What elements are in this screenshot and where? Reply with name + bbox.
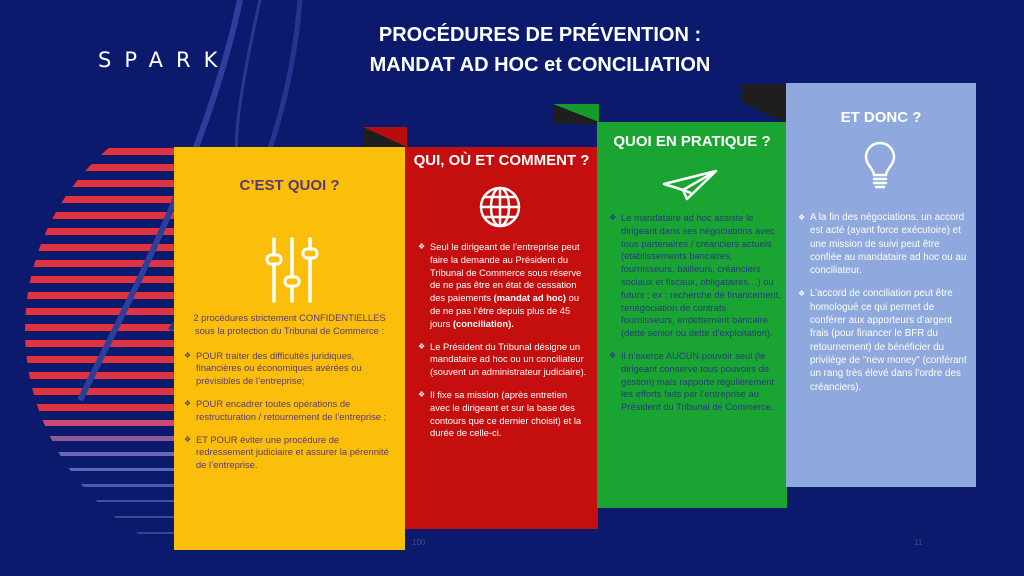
- lightbulb-icon: [862, 141, 898, 191]
- list-item: [184, 398, 395, 424]
- sliders-icon: [264, 235, 320, 305]
- list-item: [418, 241, 588, 331]
- title-line-1: PROCÉDURES DE PRÉVENTION :: [378, 24, 702, 46]
- title-line-2: MANDAT AD HOC et CONCILIATION: [369, 54, 711, 76]
- panel-what-is-it: [174, 147, 405, 550]
- bullet-text: POUR traiter des difficultés juridiques, financières ou économiques avérées ou prévisibles de l’entreprise;: [196, 349, 362, 387]
- blue-panel-fold: [741, 84, 788, 124]
- green-panel-fold: [553, 104, 599, 124]
- bullet-list: [798, 211, 968, 394]
- diamond-bullet-icon: ❖: [609, 350, 617, 360]
- list-item: [609, 212, 781, 340]
- panel-heading: QUI, OÙ ET COMMENT ?: [413, 152, 590, 169]
- diamond-bullet-icon: ❖: [609, 213, 617, 222]
- panel-who-where-how: [405, 147, 598, 529]
- bullet-text: Il fixe sa mission (après entretien avec le dirigeant et sur la base des contours que ce dernier choisit) et la durée de celle-ci.: [430, 388, 582, 439]
- bullet-text: Le Président du Tribunal désigne un mandataire ad hoc ou un conciliateur (souvent un administrateur judiciaire).: [430, 340, 587, 378]
- panel-intro: 2 procédures strictement CONFIDENTIELLES sous la protection du Tribunal de Commerce :: [193, 312, 386, 336]
- bullet-text: Seul le dirigeant de l’entreprise peut faire la demande au Président du Tribunal de Commerce sous réserve de ne pas être en état de cessation des paiements: [430, 241, 582, 304]
- page-number: 11: [914, 538, 923, 547]
- list-item: [798, 287, 968, 393]
- paper-plane-icon: [661, 168, 719, 202]
- bullet-text: Le mandataire ad hoc assiste le dirigeant dans ses négociations avec tous partenaires / créanciers actuels (établissements bancaires, fournisseurs, bailleurs, créanciers sociaux et fiscaux, obligataires…) ou futurs ; ex : recherche de financement, renégociation de contrats fournisseurs, endettement bancaire (dette senior ou dette d’exploitation).: [621, 212, 781, 339]
- panel-heading: ET DONC ?: [840, 109, 922, 126]
- list-item: [418, 341, 588, 379]
- list-item: [184, 350, 395, 388]
- footer-mark: 100: [412, 538, 426, 547]
- list-item: [798, 211, 968, 277]
- bullet-list: [609, 212, 781, 414]
- diamond-bullet-icon: ❖: [798, 213, 806, 222]
- bullet-text: A la fin des négociations, un accord est acté (ayant force exécutoire) et une mission de suivi peut être confiée au mandataire ad hoc ou au conciliateur.: [810, 212, 967, 277]
- diamond-bullet-icon: ❖: [418, 242, 426, 251]
- bullet-list: [184, 350, 395, 472]
- diamond-bullet-icon: ❖: [418, 389, 426, 399]
- bullet-bold-text: (conciliation).: [452, 317, 514, 329]
- diamond-bullet-icon: ❖: [184, 398, 192, 408]
- list-item: [418, 389, 588, 440]
- diamond-bullet-icon: ❖: [184, 434, 192, 444]
- bullet-text: POUR encadrer toutes opérations de restructuration / retournement de l’entreprise ;: [196, 397, 387, 422]
- spark-logo: SPARK: [98, 48, 231, 72]
- panel-body: [184, 312, 395, 482]
- list-item: [609, 350, 781, 414]
- bullet-text: Il n’exerce AUCUN pouvoir seul (le dirigeant conserve tous pouvoirs de gestion) mais rapporte régulièrement les efforts faits par l’entreprise au Président du Tribunal de Commerce.: [621, 349, 775, 413]
- panel-heading: QUOI EN PRATIQUE ?: [613, 133, 771, 150]
- bullet-text: ET POUR éviter une procédure de redressement judiciaire et assurer la pérennité de l’entreprise.: [196, 433, 389, 471]
- panel-body: [609, 212, 781, 424]
- bullet-bold-text: (mandat ad hoc): [493, 292, 566, 304]
- globe-icon: [469, 185, 531, 229]
- panel-body: [418, 241, 588, 450]
- panel-in-practice: [597, 122, 787, 508]
- panel-and-so: [786, 83, 976, 487]
- bullet-text: ou de ne pas l’être depuis plus de 45 jours: [430, 292, 580, 329]
- bullet-text: L’accord de conciliation peut être homologué ce qui permet de conférer aux apporteurs d’argent frais (pour financer le BFR du retournement) de bénéficier du privilège de "new money" (conférant un rang très élevé dans l’ordre des créanciers).: [810, 288, 967, 393]
- diamond-bullet-icon: ❖: [184, 350, 192, 360]
- red-panel-fold: [363, 127, 407, 149]
- panel-body: [798, 211, 968, 404]
- panel-heading: C’EST QUOI ?: [239, 177, 340, 194]
- list-item: [184, 434, 395, 472]
- bullet-list: [418, 241, 588, 440]
- diamond-bullet-icon: ❖: [798, 289, 806, 299]
- page-title: [300, 20, 780, 80]
- diamond-bullet-icon: ❖: [418, 341, 426, 351]
